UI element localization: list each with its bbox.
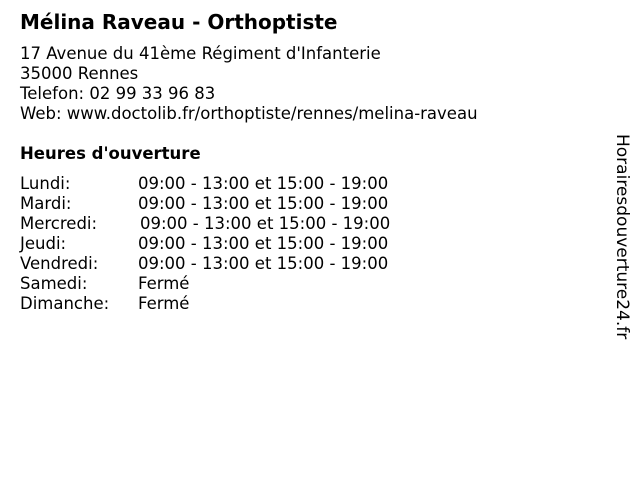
hours-day: Samedi:: [20, 274, 88, 293]
hours-time: 09:00 - 13:00 et 15:00 - 19:00: [140, 214, 391, 233]
phone-number: Telefon: 02 99 33 96 83: [20, 84, 216, 103]
hours-time: 09:00 - 13:00 et 15:00 - 19:00: [138, 174, 389, 193]
hours-day: Jeudi:: [20, 234, 67, 253]
hours-day: Vendredi:: [20, 254, 99, 273]
hours-heading: Heures d'ouverture: [20, 144, 201, 163]
hours-time: 09:00 - 13:00 et 15:00 - 19:00: [138, 254, 389, 273]
hours-time: 09:00 - 13:00 et 15:00 - 19:00: [138, 234, 389, 253]
hours-time: 09:00 - 13:00 et 15:00 - 19:00: [138, 194, 389, 213]
hours-time: Fermé: [138, 274, 190, 293]
website: Web: www.doctolib.fr/orthoptiste/rennes/melina-raveau: [20, 104, 478, 123]
watermark: [612, 134, 632, 344]
hours-day: Lundi:: [20, 174, 71, 193]
hours-day: Mardi:: [20, 194, 72, 213]
hours-day: Dimanche:: [20, 294, 110, 313]
hours-time: Fermé: [138, 294, 190, 313]
hours-day: Mercredi:: [20, 214, 98, 233]
watermark-text: Horairesdouverture24.fr: [612, 134, 632, 340]
business-name: Mélina Raveau - Orthoptiste: [20, 10, 338, 34]
street-address: 17 Avenue du 41ème Régiment d'Infanterie: [20, 44, 381, 63]
city: 35000 Rennes: [20, 64, 139, 83]
contact-info: [20, 44, 478, 124]
